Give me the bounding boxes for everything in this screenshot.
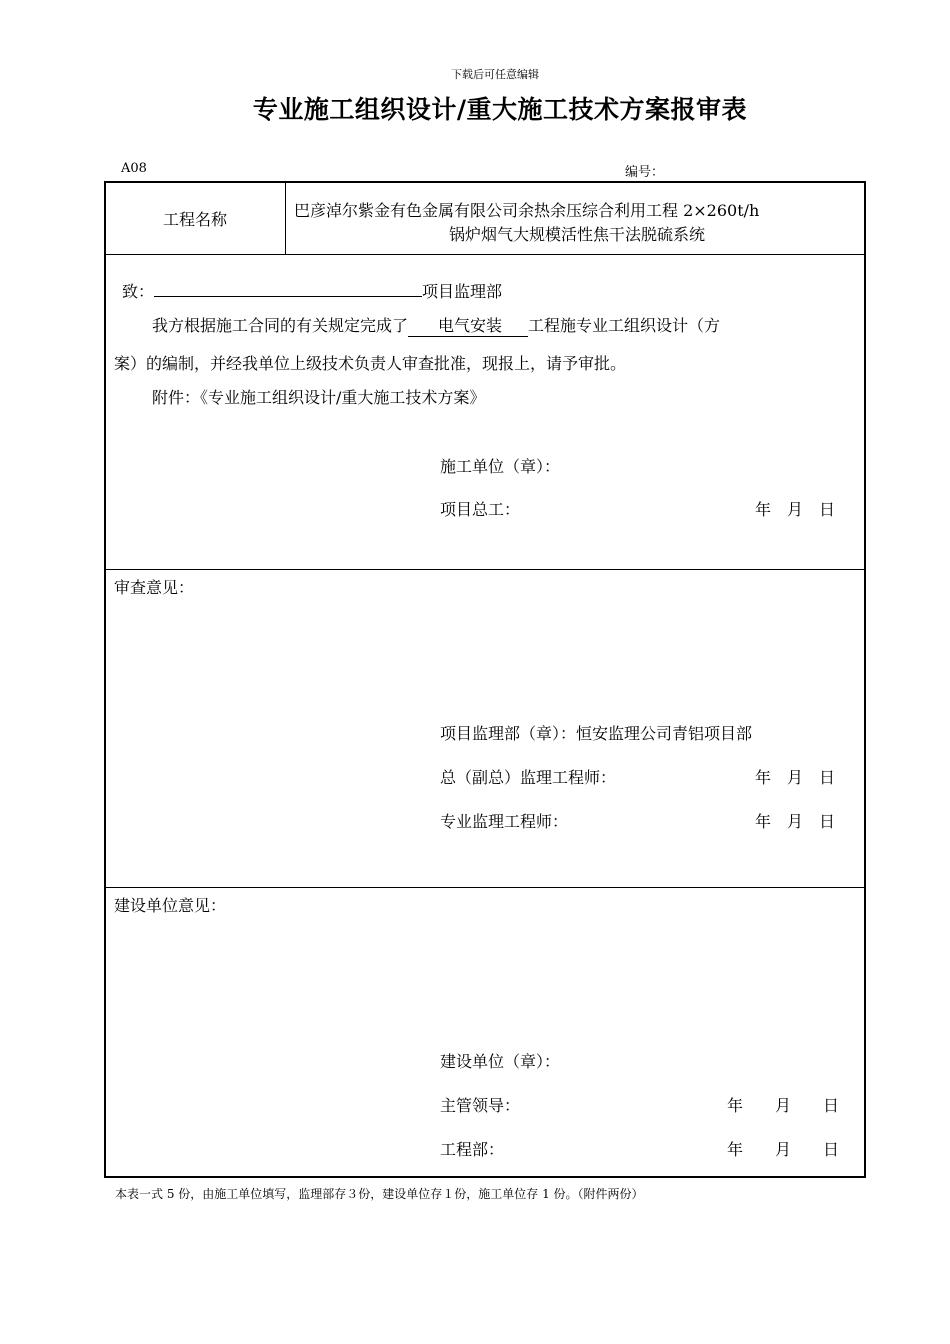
- review-opinion-heading: 审查意见：: [114, 578, 195, 597]
- engineering-dept-date: 年 月 日: [727, 1140, 840, 1159]
- row-divider: [106, 569, 864, 570]
- row-divider: [106, 887, 864, 888]
- project-name-line-1: 巴彦淖尔紫金有色金属有限公司余热余压综合利用工程 2×260t/h: [294, 201, 760, 220]
- addressee-blank[interactable]: [154, 281, 422, 297]
- row-divider: [106, 254, 864, 255]
- chief-engineer-label: 项目总工：: [440, 500, 521, 519]
- addressee-line: [122, 279, 502, 302]
- download-note: 下载后可任意编辑: [451, 68, 539, 81]
- form-table: [104, 181, 866, 1178]
- footnote: 本表一式 5 份，由施工单位填写，监理部存３份，建设单位存１份，施工单位存 1 份。（附件两份）: [115, 1187, 644, 1201]
- addressee-prefix: 致：: [122, 282, 155, 301]
- work-type-field[interactable]: 电气安装: [408, 313, 528, 337]
- addressee-suffix: 项目监理部: [422, 282, 503, 301]
- form-title: 专业施工组织设计/重大施工技术方案报审表: [252, 95, 748, 124]
- project-name-label: 工程名称: [162, 210, 227, 229]
- owner-seal-label: 建设单位（章）：: [440, 1052, 561, 1071]
- specialist-supervisor-date: 年 月 日: [755, 812, 836, 831]
- owner-opinion-heading: 建设单位意见：: [114, 896, 227, 915]
- engineering-dept-label: 工程部：: [440, 1140, 505, 1159]
- specialist-supervisor-label: 专业监理工程师：: [440, 812, 569, 831]
- supervision-seal-label: 项目监理部（章）：恒安监理公司青铝项目部: [440, 724, 753, 743]
- contractor-seal-label: 施工单位（章）：: [440, 457, 561, 476]
- chief-supervisor-date: 年 月 日: [755, 768, 836, 787]
- form-code: A08: [121, 161, 147, 176]
- submission-body-line-2: 案）的编制，并经我单位上级技术负责人审查批准，现报上，请予审批。: [114, 354, 627, 373]
- serial-number-label: 编号：: [625, 165, 665, 180]
- attachment-line: 附件：《专业施工组织设计/重大施工技术方案》: [152, 388, 486, 407]
- project-name-line-2: 锅炉烟气大规模活性焦干法脱硫系统: [448, 225, 705, 244]
- chief-supervisor-label: 总（副总）监理工程师：: [440, 768, 617, 787]
- submission-body-line-1: [152, 313, 720, 337]
- submission-date: 年 月 日: [755, 500, 836, 519]
- submission-body-part-1: 我方根据施工合同的有关规定完成了: [152, 316, 409, 335]
- leader-label: 主管领导：: [440, 1096, 521, 1115]
- submission-body-part-2: 工程施专业工组织设计（方: [528, 316, 721, 335]
- leader-date: 年 月 日: [727, 1096, 840, 1115]
